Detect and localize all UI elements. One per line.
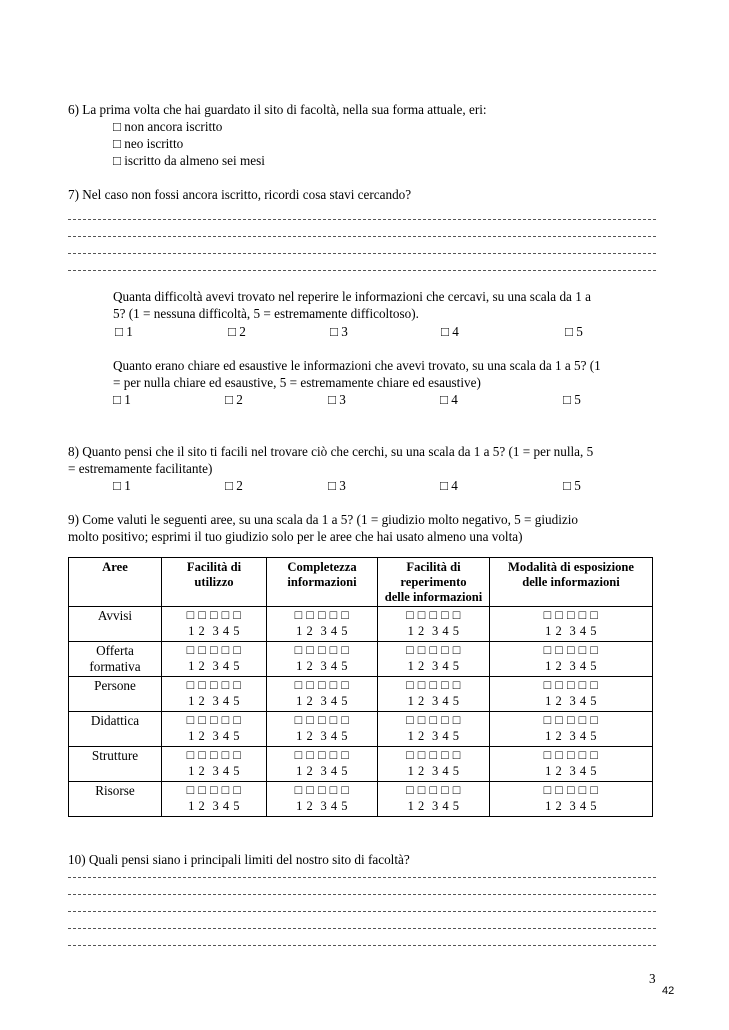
q9-rating-table	[68, 557, 653, 817]
rating-cell	[490, 677, 653, 712]
scale-option[interactable]: □ 5	[563, 392, 581, 407]
rating-cell	[490, 607, 653, 642]
table-header-row	[69, 558, 653, 607]
rating-cell	[267, 747, 378, 782]
rating-numbers: 1 2 3 4 5	[407, 659, 460, 673]
scale-option[interactable]: □ 1	[113, 392, 131, 407]
rating-cell	[378, 747, 490, 782]
area-label: Avvisi	[97, 608, 133, 623]
scale-option[interactable]: □ 1	[115, 324, 133, 339]
scale-option[interactable]: □ 3	[328, 478, 346, 493]
area-label: Persone	[94, 678, 136, 693]
scale-option[interactable]: □ 2	[225, 392, 243, 407]
rating-numbers: 1 2 3 4 5	[545, 764, 597, 778]
scale-option[interactable]: □ 3	[328, 392, 346, 407]
scale-option[interactable]: □ 4	[440, 392, 458, 407]
rating-checkboxes[interactable]: □ □ □ □ □	[294, 643, 350, 657]
q7-sub1-text-line1: Quanta difficoltà avevi trovato nel reperire le informazioni che cercavi, su una scala da 1 a	[113, 289, 591, 304]
rating-cell	[162, 677, 267, 712]
q10-answer-line[interactable]	[68, 911, 656, 912]
scale-option[interactable]: □ 4	[441, 324, 459, 339]
header-facilita-reperimento	[378, 558, 490, 607]
rating-checkboxes[interactable]: □ □ □ □ □	[406, 783, 461, 797]
area-name	[69, 642, 162, 677]
table-row	[69, 782, 653, 817]
q10-answer-line[interactable]	[68, 877, 656, 878]
header-facilita-utilizzo	[162, 558, 267, 607]
header-modalita-esposizione	[490, 558, 653, 607]
table-body	[69, 607, 653, 817]
rating-checkboxes[interactable]: □ □ □ □ □	[543, 678, 599, 692]
rating-checkboxes[interactable]: □ □ □ □ □	[406, 643, 461, 657]
rating-checkboxes[interactable]: □ □ □ □ □	[294, 608, 350, 622]
header-label: Aree	[102, 560, 128, 574]
rating-cell	[162, 712, 267, 747]
rating-checkboxes[interactable]: □ □ □ □ □	[543, 643, 599, 657]
rating-numbers: 1 2 3 4 5	[296, 624, 348, 638]
rating-cell	[267, 642, 378, 677]
rating-numbers: 1 2 3 4 5	[188, 764, 240, 778]
rating-checkboxes[interactable]: □ □ □ □ □	[294, 783, 350, 797]
rating-cell	[378, 642, 490, 677]
rating-checkboxes[interactable]: □ □ □ □ □	[543, 713, 599, 727]
rating-numbers: 1 2 3 4 5	[296, 764, 348, 778]
area-label: Strutture	[91, 748, 139, 763]
header-label: Facilità di utilizzo	[186, 560, 242, 589]
rating-numbers: 1 2 3 4 5	[545, 659, 597, 673]
rating-checkboxes[interactable]: □ □ □ □ □	[186, 748, 242, 762]
header-label: Completezza informazioni	[287, 560, 357, 589]
rating-cell	[490, 642, 653, 677]
q6-option-new-enrolled[interactable]: □ neo iscritto	[113, 136, 184, 151]
scale-option[interactable]: □ 2	[228, 324, 246, 339]
table-row	[69, 677, 653, 712]
q10-answer-line[interactable]	[68, 928, 656, 929]
area-label: Offerta formativa	[89, 643, 141, 674]
q7-answer-line[interactable]	[68, 253, 656, 254]
rating-numbers: 1 2 3 4 5	[407, 799, 460, 813]
rating-cell	[162, 747, 267, 782]
rating-cell	[378, 782, 490, 817]
scale-option[interactable]: □ 5	[565, 324, 583, 339]
rating-cell	[378, 712, 490, 747]
rating-numbers: 1 2 3 4 5	[407, 729, 460, 743]
q6-option-enrolled-six-months[interactable]: □ iscritto da almeno sei mesi	[113, 153, 265, 168]
rating-checkboxes[interactable]: □ □ □ □ □	[406, 713, 461, 727]
rating-cell	[267, 712, 378, 747]
rating-numbers: 1 2 3 4 5	[296, 694, 348, 708]
rating-numbers: 1 2 3 4 5	[188, 624, 240, 638]
rating-numbers: 1 2 3 4 5	[296, 659, 348, 673]
rating-cell	[267, 677, 378, 712]
rating-numbers: 1 2 3 4 5	[407, 624, 460, 638]
rating-cell	[267, 607, 378, 642]
q7-sub1-text-line2: 5? (1 = nessuna difficoltà, 5 = estremamente difficoltoso).	[113, 306, 419, 321]
q7-sub2-text-line1: Quanto erano chiare ed esaustive le informazioni che avevi trovato, su una scala da 1 a 5? (1	[113, 358, 601, 373]
q7-sub2-text-line2: = per nulla chiare ed esaustive, 5 = estremamente chiare ed esaustive)	[113, 375, 481, 390]
table-row	[69, 747, 653, 782]
rating-cell	[162, 782, 267, 817]
table-row	[69, 607, 653, 642]
area-name	[69, 607, 162, 642]
scale-option[interactable]: □ 4	[440, 478, 458, 493]
header-label: Facilità di reperimento delle informazioni	[384, 560, 483, 604]
q7-answer-line[interactable]	[68, 219, 656, 220]
area-name	[69, 677, 162, 712]
rating-numbers: 1 2 3 4 5	[407, 764, 460, 778]
rating-checkboxes[interactable]: □ □ □ □ □	[406, 608, 461, 622]
rating-checkboxes[interactable]: □ □ □ □ □	[186, 643, 242, 657]
rating-cell	[490, 782, 653, 817]
rating-cell	[162, 607, 267, 642]
rating-numbers: 1 2 3 4 5	[188, 659, 240, 673]
rating-numbers: 1 2 3 4 5	[545, 729, 597, 743]
rating-numbers: 1 2 3 4 5	[296, 729, 348, 743]
rating-checkboxes[interactable]: □ □ □ □ □	[543, 608, 599, 622]
q10-answer-line[interactable]	[68, 945, 656, 946]
scale-option[interactable]: □ 5	[563, 478, 581, 493]
q8-text-line2: = estremamente facilitante)	[68, 461, 213, 476]
rating-checkboxes[interactable]: □ □ □ □ □	[543, 748, 599, 762]
area-name	[69, 782, 162, 817]
q9-text-line2: molto positivo; esprimi il tuo giudizio solo per le aree che hai usato almeno una volta)	[68, 529, 523, 544]
rating-checkboxes[interactable]: □ □ □ □ □	[543, 783, 599, 797]
header-aree	[69, 558, 162, 607]
rating-checkboxes[interactable]: □ □ □ □ □	[294, 678, 350, 692]
rating-cell	[490, 712, 653, 747]
scale-option[interactable]: □ 3	[330, 324, 348, 339]
q10-answer-line[interactable]	[68, 894, 656, 895]
rating-checkboxes[interactable]: □ □ □ □ □	[406, 748, 461, 762]
rating-checkboxes[interactable]: □ □ □ □ □	[186, 608, 242, 622]
rating-checkboxes[interactable]: □ □ □ □ □	[186, 783, 242, 797]
q6-question: 6) La prima volta che hai guardato il sito di facoltà, nella sua forma attuale, eri:	[68, 102, 487, 117]
area-label: Didattica	[90, 713, 140, 728]
area-label: Risorse	[95, 783, 135, 798]
rating-numbers: 1 2 3 4 5	[296, 799, 348, 813]
rating-numbers: 1 2 3 4 5	[545, 624, 597, 638]
q6-option-not-enrolled[interactable]: □ non ancora iscritto	[113, 119, 223, 134]
rating-numbers: 1 2 3 4 5	[188, 729, 240, 743]
rating-cell	[162, 642, 267, 677]
rating-numbers: 1 2 3 4 5	[407, 694, 460, 708]
rating-checkboxes[interactable]: □ □ □ □ □	[186, 678, 242, 692]
q7-answer-line[interactable]	[68, 270, 656, 271]
header-label: Modalità di esposizione delle informazioni	[508, 560, 634, 589]
rating-checkboxes[interactable]: □ □ □ □ □	[294, 748, 350, 762]
q8-text-line1: 8) Quanto pensi che il sito ti facili nel trovare ciò che cerchi, su una scala da 1 a 5? (1 = per nulla, 5	[68, 444, 594, 459]
page-number: 3	[649, 971, 656, 986]
sheet-number: 42	[662, 985, 675, 997]
q7-question: 7) Nel caso non fossi ancora iscritto, ricordi cosa stavi cercando?	[68, 187, 412, 202]
rating-checkboxes[interactable]: □ □ □ □ □	[186, 713, 242, 727]
table-row	[69, 712, 653, 747]
rating-cell	[378, 677, 490, 712]
scale-option[interactable]: □ 1	[113, 478, 131, 493]
q9-text-line1: 9) Come valuti le seguenti aree, su una scala da 1 a 5? (1 = giudizio molto negativo, 5 = giudizio	[68, 512, 579, 527]
area-name	[69, 712, 162, 747]
rating-numbers: 1 2 3 4 5	[545, 799, 597, 813]
rating-cell	[267, 782, 378, 817]
rating-checkboxes[interactable]: □ □ □ □ □	[294, 713, 350, 727]
table-row	[69, 642, 653, 677]
scale-option[interactable]: □ 2	[225, 478, 243, 493]
header-completezza	[267, 558, 378, 607]
rating-numbers: 1 2 3 4 5	[188, 694, 240, 708]
rating-checkboxes[interactable]: □ □ □ □ □	[406, 678, 461, 692]
q10-question: 10) Quali pensi siano i principali limiti del nostro sito di facoltà?	[68, 852, 410, 867]
rating-cell	[378, 607, 490, 642]
rating-numbers: 1 2 3 4 5	[545, 694, 597, 708]
area-name	[69, 747, 162, 782]
rating-numbers: 1 2 3 4 5	[188, 799, 240, 813]
q7-answer-line[interactable]	[68, 236, 656, 237]
rating-cell	[490, 747, 653, 782]
